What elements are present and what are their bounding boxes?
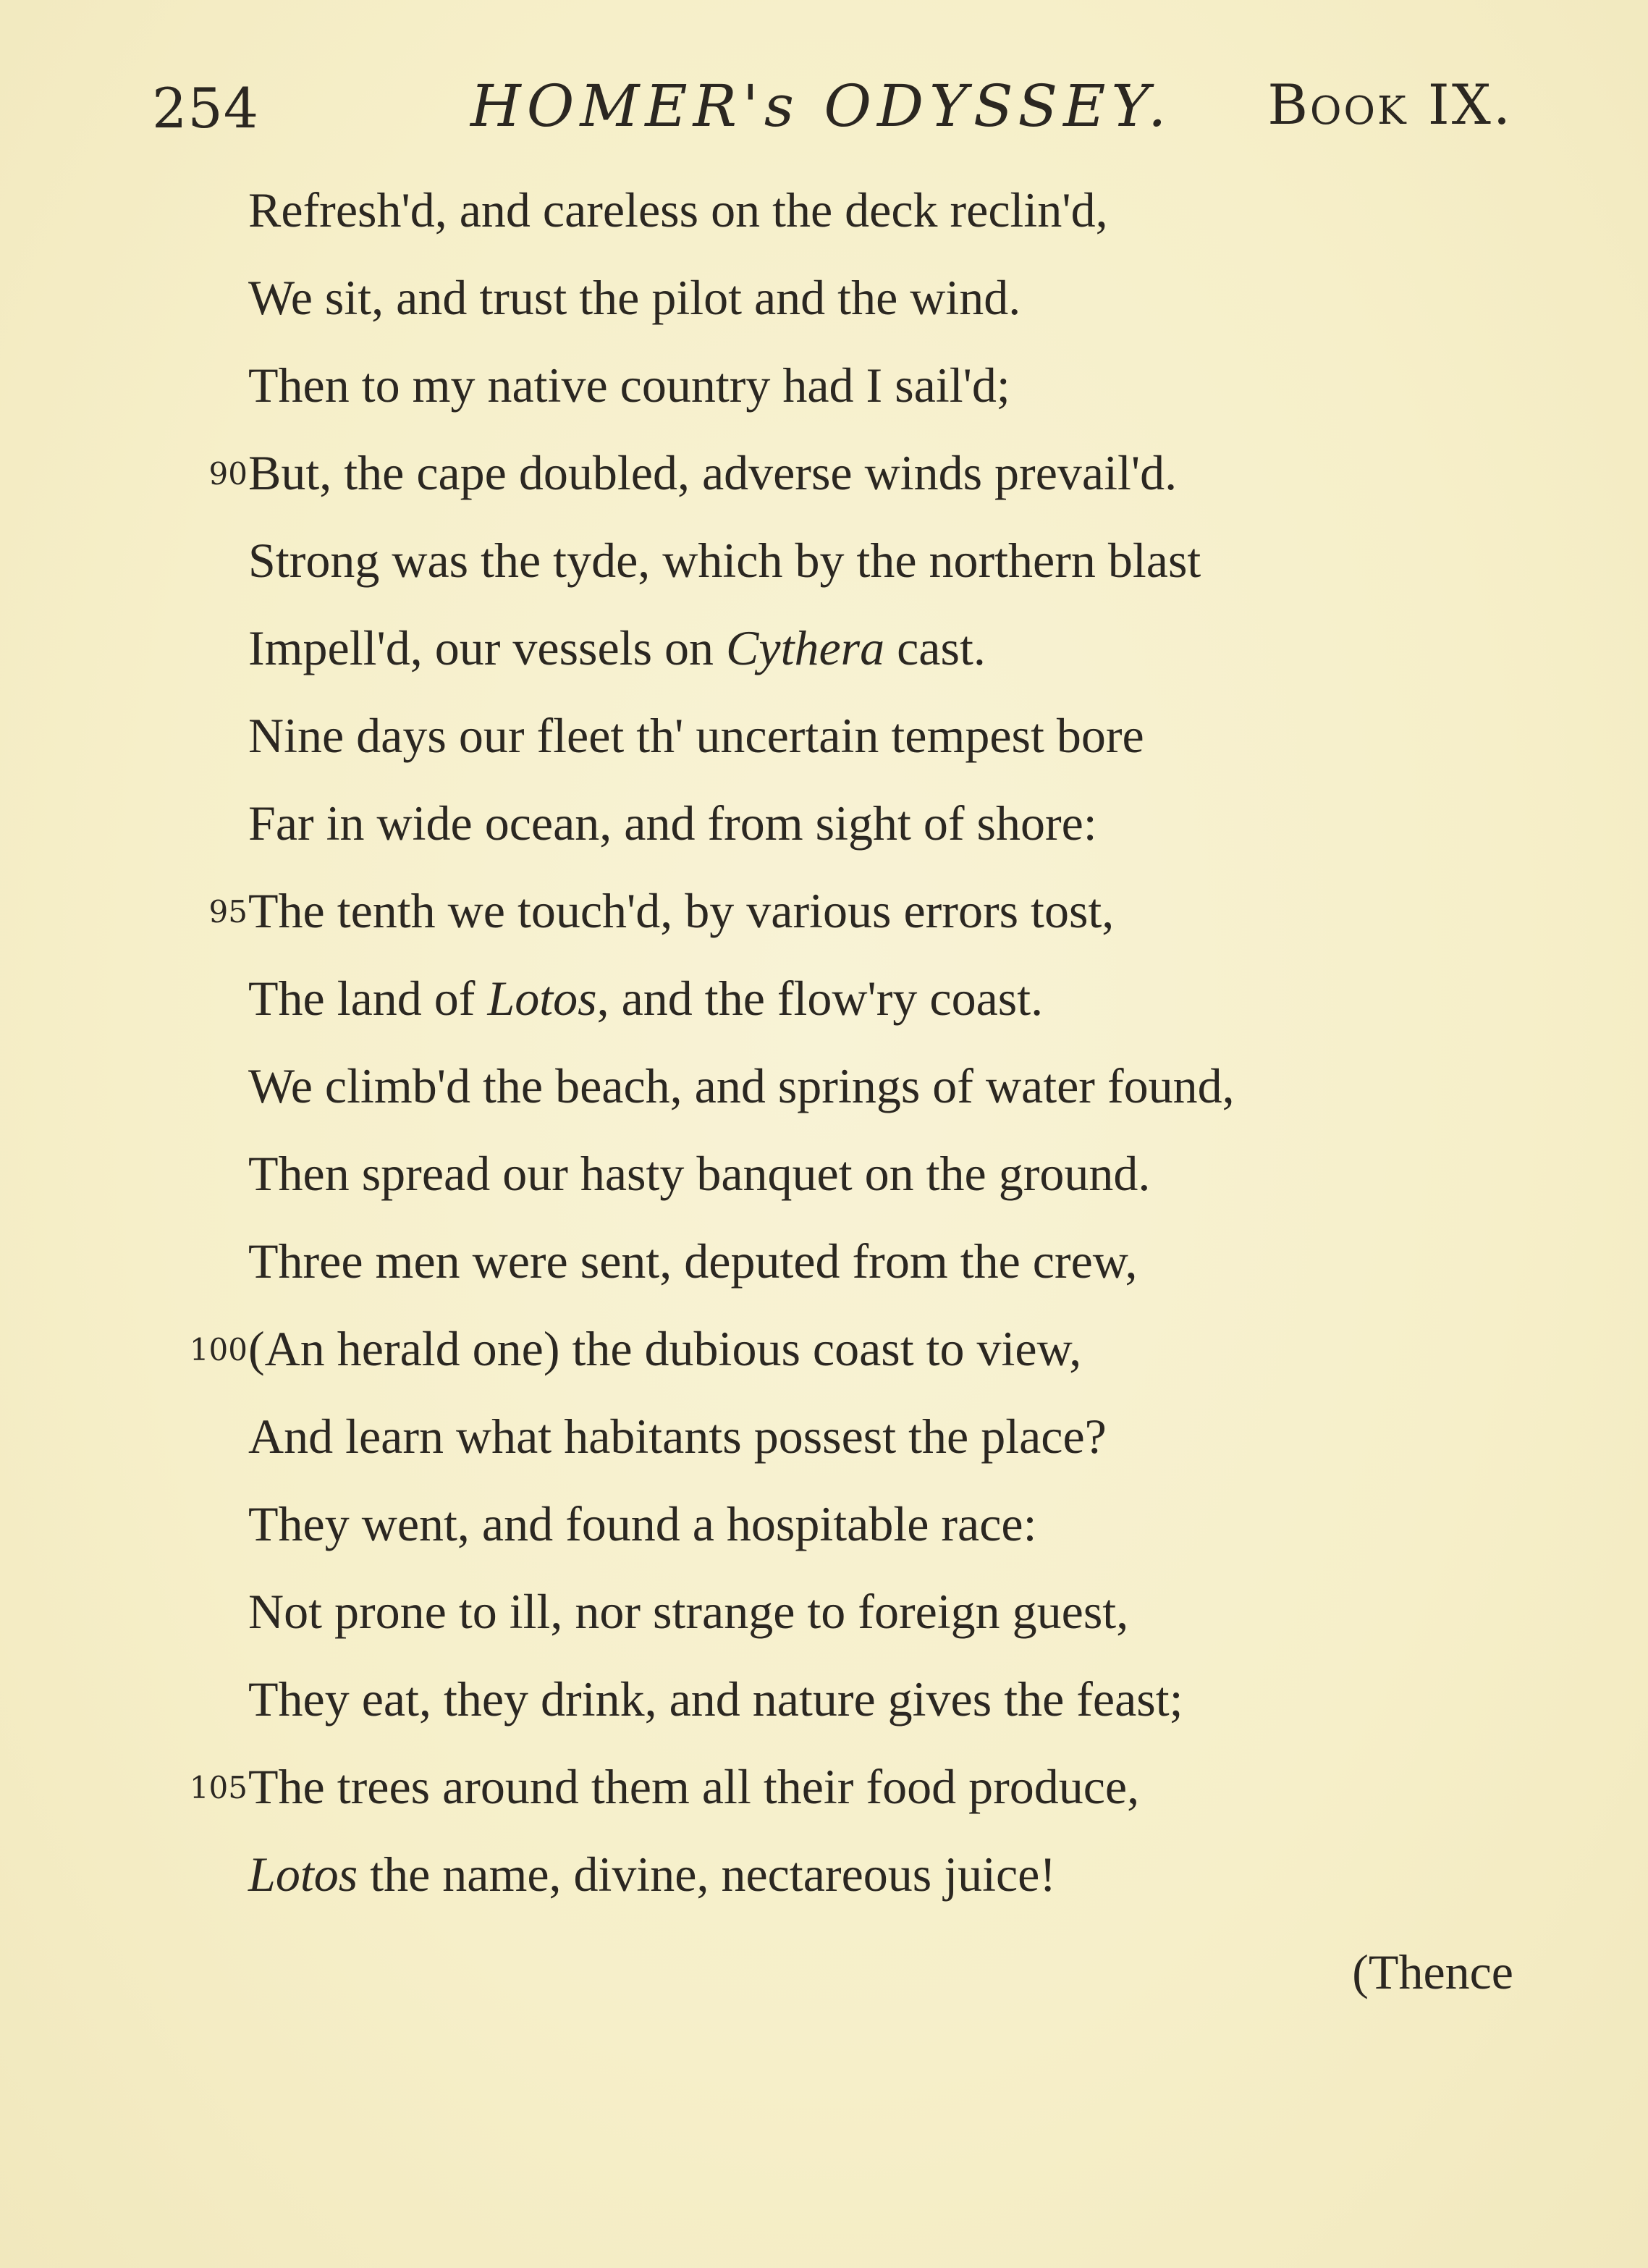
text-segment: The tenth we touch'd, by various errors tost, xyxy=(248,883,1115,938)
page-number: 254 xyxy=(152,76,260,140)
text-segment: But, the cape doubled, adverse winds prevail'd. xyxy=(248,445,1178,500)
running-header xyxy=(152,69,1513,156)
italic-text: Lotos xyxy=(487,971,597,1026)
text-segment: Then spread our hasty banquet on the ground. xyxy=(248,1146,1151,1201)
text-segment: Impell'd, our vessels on xyxy=(248,620,727,675)
verse-block xyxy=(0,177,1648,1929)
verse-line-text xyxy=(248,1666,1183,1732)
text-segment: We climb'd the beach, and springs of water found, xyxy=(248,1058,1235,1113)
verse-line-text xyxy=(248,1316,1081,1381)
line-number: 100 xyxy=(189,1332,248,1367)
verse-line xyxy=(0,1404,1648,1491)
verse-line xyxy=(0,1754,1648,1842)
text-segment: Three men were sent, deputed from the crew, xyxy=(248,1234,1138,1289)
text-segment: Strong was the tyde, which by the northern blast xyxy=(248,533,1201,588)
verse-line-text xyxy=(248,615,986,680)
italic-text: Lotos xyxy=(248,1847,358,1902)
text-segment: They eat, they drink, and nature gives the feast; xyxy=(248,1672,1183,1727)
verse-line-text xyxy=(248,1141,1150,1206)
text-segment: Nine days our fleet th' uncertain tempest bore xyxy=(248,708,1144,763)
verse-line xyxy=(0,353,1648,440)
text-segment: Then to my native country had I sail'd; xyxy=(248,358,1010,413)
verse-line-text xyxy=(248,353,1010,418)
verse-line-text xyxy=(248,1754,1139,1819)
italic-text: Cythera xyxy=(726,620,885,675)
verse-line-text xyxy=(248,1053,1235,1118)
verse-line-text xyxy=(248,177,1108,243)
verse-line xyxy=(0,615,1648,703)
verse-line-text xyxy=(248,703,1144,768)
text-segment: The trees around them all their food produce, xyxy=(248,1759,1140,1814)
text-segment: Far in wide ocean, and from sight of shore: xyxy=(248,796,1097,851)
line-number: 95 xyxy=(208,894,248,929)
verse-line-text xyxy=(248,528,1201,593)
verse-line xyxy=(0,703,1648,791)
verse-line xyxy=(0,1141,1648,1228)
verse-line xyxy=(0,1666,1648,1754)
verse-line-text xyxy=(248,440,1177,505)
verse-line xyxy=(0,177,1648,265)
verse-line-text xyxy=(248,1491,1037,1556)
verse-line xyxy=(0,1491,1648,1579)
verse-line xyxy=(0,791,1648,878)
running-title: HOMER's ODYSSEY. xyxy=(470,72,1172,140)
text-segment: the name, divine, nectareous juice! xyxy=(358,1847,1057,1902)
verse-line xyxy=(0,1228,1648,1316)
line-number: 105 xyxy=(189,1770,248,1805)
verse-line-text xyxy=(248,791,1097,856)
text-segment: We sit, and trust the pilot and the wind. xyxy=(248,270,1021,325)
text-segment: Refresh'd, and careless on the deck reclin'd, xyxy=(248,182,1108,237)
verse-line-text xyxy=(248,265,1021,330)
book-label: Book IX. xyxy=(1267,72,1513,137)
verse-line xyxy=(0,1579,1648,1666)
text-segment: Not prone to ill, nor strange to foreign guest, xyxy=(248,1584,1129,1639)
verse-line-text xyxy=(248,1579,1128,1644)
text-segment: , and the flow'ry coast. xyxy=(596,971,1044,1026)
verse-line xyxy=(0,966,1648,1053)
verse-line xyxy=(0,878,1648,966)
text-segment: And learn what habitants possest the place? xyxy=(248,1409,1107,1464)
catchword: (Thence xyxy=(1352,1944,1513,1999)
verse-line-text xyxy=(248,1228,1137,1294)
verse-line xyxy=(0,1316,1648,1404)
text-segment: The land of xyxy=(248,971,488,1026)
verse-line-text xyxy=(248,878,1114,943)
verse-line xyxy=(0,528,1648,615)
line-number: 90 xyxy=(208,456,248,492)
text-segment: They went, and found a hospitable race: xyxy=(248,1496,1037,1551)
verse-line xyxy=(0,1842,1648,1929)
verse-line-text xyxy=(248,966,1043,1031)
verse-line xyxy=(0,265,1648,353)
verse-line xyxy=(0,440,1648,528)
verse-line-text xyxy=(248,1842,1056,1907)
verse-line xyxy=(0,1053,1648,1141)
text-segment: cast. xyxy=(884,620,986,675)
verse-line-text xyxy=(248,1404,1107,1469)
text-segment: (An herald one) the dubious coast to view, xyxy=(248,1321,1082,1376)
